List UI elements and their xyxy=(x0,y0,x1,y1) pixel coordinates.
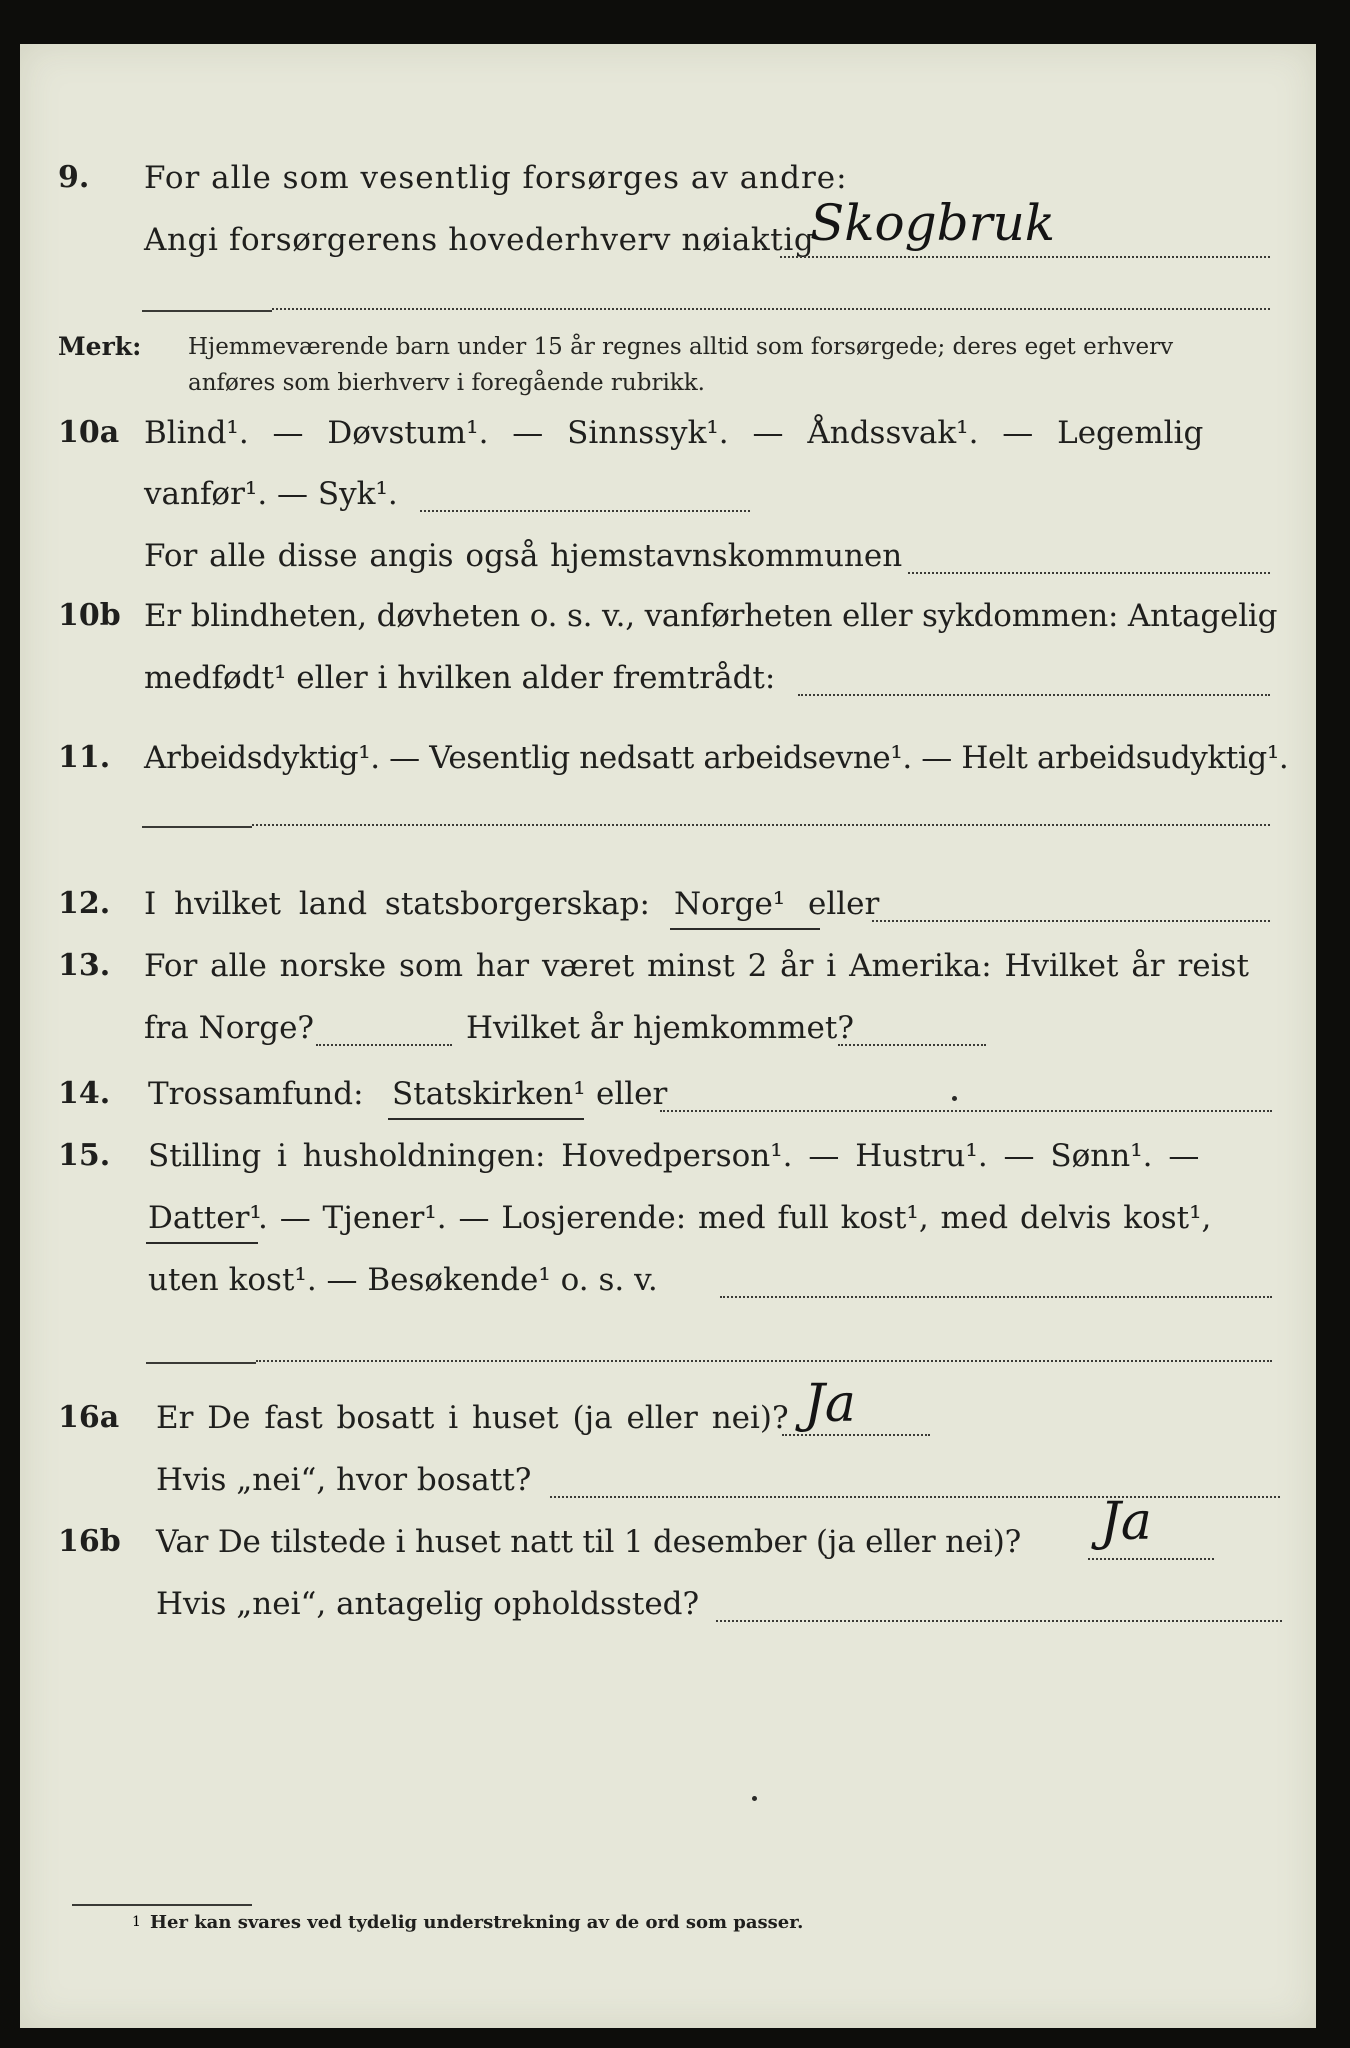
q16a-residence-line[interactable] xyxy=(550,1496,1280,1498)
q16b-number: 16b xyxy=(58,1524,121,1559)
q11-extra-line[interactable] xyxy=(252,824,1270,826)
q10a-text-1: Blind¹. — Døvstum¹. — Sinnssyk¹. — Åndssvak¹. — Legemlig xyxy=(144,415,1204,451)
q10a-text-2: vanfør¹. — Syk¹. xyxy=(144,476,398,512)
q16a-number: 16a xyxy=(58,1400,120,1435)
q9-text-1: For alle som vesentlig forsørges av andre: xyxy=(144,160,848,196)
q15-text-3: uten kost¹. — Besøkende¹ o. s. v. xyxy=(148,1262,658,1298)
q15-datter-underline xyxy=(146,1242,258,1244)
q10a-hometown-line[interactable] xyxy=(908,572,1270,574)
q11-text-1: Arbeidsdyktig¹. — Vesentlig nedsatt arbeidsevne¹. — Helt arbeidsudyktig¹. xyxy=(144,740,1289,776)
q12-suffix: eller xyxy=(808,886,880,922)
q13-number: 13. xyxy=(58,948,111,983)
q14-suffix: eller xyxy=(596,1076,668,1112)
footnote-rule xyxy=(72,1904,252,1906)
q13-text-2b: Hvilket år hjemkommet? xyxy=(466,1010,854,1046)
merk-label: Merk: xyxy=(58,332,142,361)
merk-note xyxy=(20,324,1316,396)
q15-text-2: . — Tjener¹. — Losjerende: med full kost¹, med delvis kost¹, xyxy=(258,1200,1212,1236)
q16a-row-1 xyxy=(20,1374,1316,1454)
q9-extra-line[interactable] xyxy=(272,308,1270,310)
q15-text-1: Stilling i husholdningen: Hovedperson¹. — Hustru¹. — Sønn¹. — xyxy=(148,1138,1200,1174)
q10b-row-1 xyxy=(20,592,1316,652)
q16b-handwritten-answer: Ja xyxy=(1100,1492,1152,1552)
q14-row xyxy=(20,1070,1316,1130)
q9-text-2: Angi forsørgerens hovederhverv nøiaktig xyxy=(144,222,815,258)
q9-handwritten-answer: Skogbruk xyxy=(810,194,1056,252)
q9-answer-line[interactable] xyxy=(780,256,1270,258)
q9-row-1 xyxy=(20,154,1316,214)
q11-underline-solid xyxy=(142,826,252,828)
q14-number: 14. xyxy=(58,1076,111,1111)
q15-row-2 xyxy=(20,1194,1316,1254)
q13-row-2 xyxy=(20,1004,1316,1064)
q16b-text-1: Var De tilstede i huset natt til 1 desember (ja eller nei)? xyxy=(156,1524,1022,1560)
q14-option-statskirken[interactable]: Statskirken¹ xyxy=(392,1076,586,1112)
q10a-text-3: For alle disse angis også hjemstavnskommunen xyxy=(144,538,903,574)
ink-speck xyxy=(952,1096,957,1101)
q15-row-1 xyxy=(20,1132,1316,1192)
q15-underline-solid xyxy=(146,1362,256,1364)
merk-text-2: anføres som bierhverv i foregående rubrikk. xyxy=(188,370,705,396)
q14-answer-line[interactable] xyxy=(660,1110,1272,1112)
q12-row xyxy=(20,880,1316,940)
q16a-handwritten-answer: Ja xyxy=(804,1374,856,1434)
q10b-answer-line[interactable] xyxy=(798,694,1270,696)
q13-return-year-line[interactable] xyxy=(838,1044,986,1046)
q14-statskirken-underline xyxy=(388,1118,584,1120)
q12-norge-underline xyxy=(670,928,820,930)
q10a-row-3 xyxy=(20,532,1316,592)
q16b-answer-line[interactable] xyxy=(1088,1558,1214,1560)
q10a-number: 10a xyxy=(58,415,120,450)
q12-text: I hvilket land statsborgerskap: xyxy=(144,886,650,922)
q16b-row-1 xyxy=(20,1492,1316,1578)
q9-underline-solid xyxy=(142,310,272,312)
q16b-text-2: Hvis „nei“, antagelig opholdssted? xyxy=(156,1586,700,1622)
q10b-text-2: medfødt¹ eller i hvilken alder fremtrådt: xyxy=(144,660,776,696)
q10b-row-2 xyxy=(20,654,1316,714)
q15-extra-line[interactable] xyxy=(256,1360,1272,1362)
q13-text-1: For alle norske som har været minst 2 år i Amerika: Hvilket år reist xyxy=(144,948,1249,984)
q12-number: 12. xyxy=(58,886,111,921)
q16b-location-line[interactable] xyxy=(716,1620,1282,1622)
q9-row-2 xyxy=(20,194,1316,276)
q10b-number: 10b xyxy=(58,598,121,633)
census-form-page xyxy=(20,44,1316,2028)
ink-speck xyxy=(752,1796,757,1801)
q13-left-year-line[interactable] xyxy=(316,1044,452,1046)
merk-text-1: Hjemmeværende barn under 15 år regnes alltid som forsørgede; deres eget erhverv xyxy=(188,334,1174,360)
q16a-text-2: Hvis „nei“, hvor bosatt? xyxy=(156,1462,532,1498)
q12-option-norge[interactable]: Norge¹ xyxy=(674,886,786,922)
q10a-row-1 xyxy=(20,409,1316,469)
q15-option-datter[interactable]: Datter¹ xyxy=(148,1200,262,1236)
q16a-answer-line[interactable] xyxy=(782,1434,930,1436)
q15-row-3 xyxy=(20,1256,1316,1316)
q11-row-1 xyxy=(20,734,1316,794)
q15-number: 15. xyxy=(58,1138,111,1173)
q10a-row-2 xyxy=(20,470,1316,530)
q10b-text-1: Er blindheten, døvheten o. s. v., vanførheten eller sykdommen: Antagelig xyxy=(144,598,1278,634)
footnote-mark: 1 xyxy=(132,1914,141,1930)
footnote-text: Her kan svares ved tydelig understrekning av de ord som passer. xyxy=(150,1912,804,1933)
q9-number: 9. xyxy=(58,160,90,195)
q13-text-2a: fra Norge? xyxy=(144,1010,315,1046)
q12-answer-line[interactable] xyxy=(872,920,1270,922)
q11-number: 11. xyxy=(58,740,111,775)
q16a-text-1: Er De fast bosatt i huset (ja eller nei)? xyxy=(156,1400,789,1436)
q16b-row-2 xyxy=(20,1580,1316,1640)
q10a-answer-line[interactable] xyxy=(420,510,750,512)
q13-row-1 xyxy=(20,942,1316,1002)
q15-answer-line[interactable] xyxy=(720,1296,1272,1298)
q14-text: Trossamfund: xyxy=(148,1076,364,1112)
